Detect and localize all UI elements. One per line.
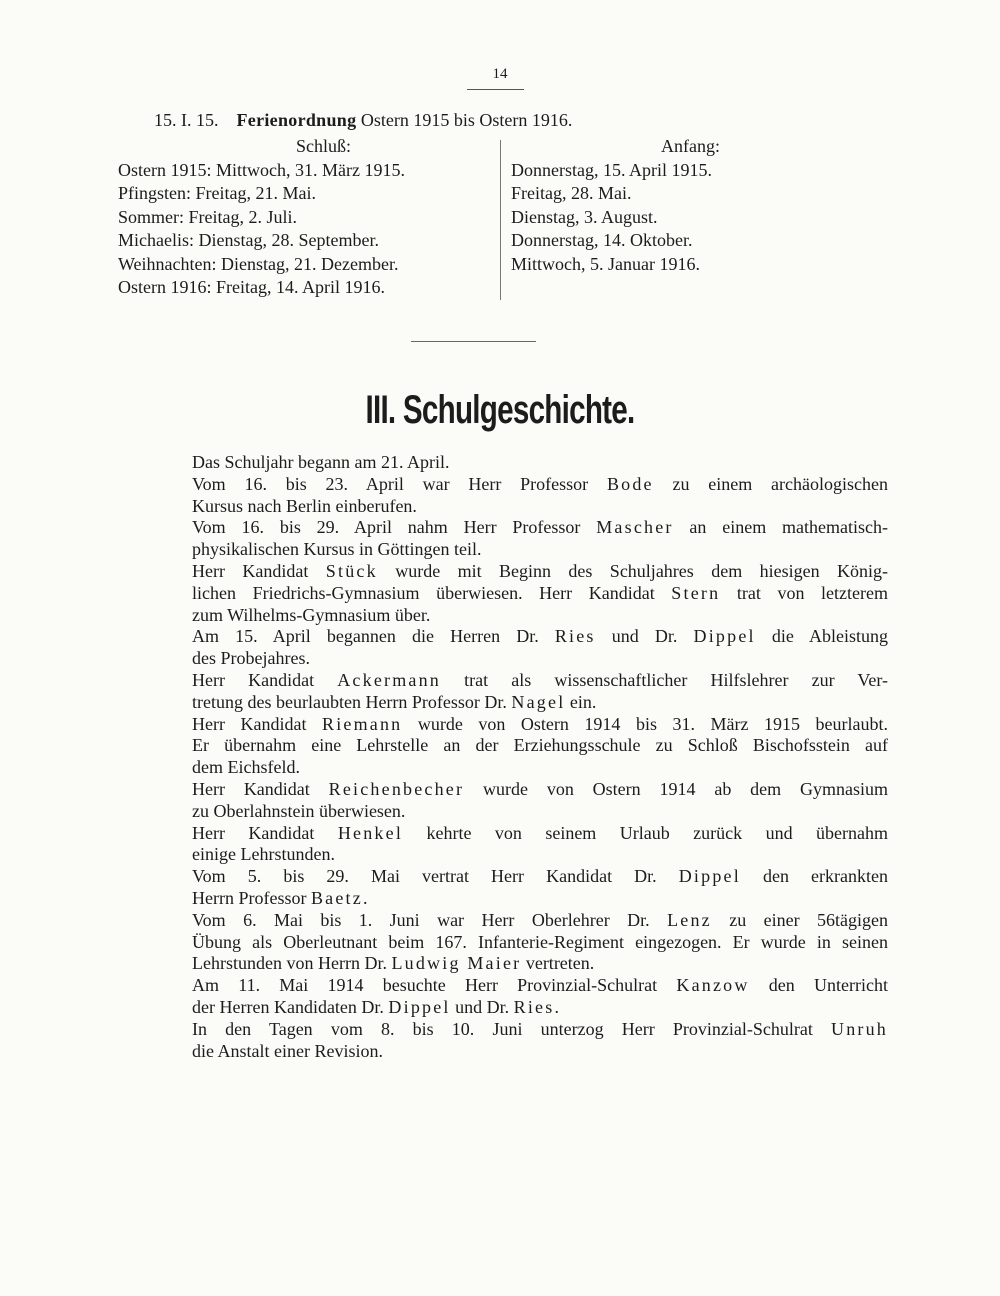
text-run: ein. (565, 691, 597, 712)
history-paragraph (118, 626, 888, 670)
closing-dates-column (118, 135, 488, 300)
schedule-title: Ferienordnung (236, 110, 357, 130)
closing-row: Sommer: Freitag, 2. Juli. (118, 206, 297, 227)
text-run: den Unterricht (749, 975, 888, 996)
spaced-name: Unruh (831, 1018, 888, 1039)
history-line (118, 496, 888, 518)
text-run: Herr Kandidat (192, 822, 338, 843)
text-run: und Dr. (595, 626, 694, 647)
history-paragraph (118, 975, 888, 1019)
history-paragraph (118, 866, 888, 910)
history-line (118, 975, 888, 997)
history-line (118, 605, 888, 627)
spaced-name: Dippel (693, 626, 756, 647)
spaced-name: Nagel (511, 691, 566, 712)
spaced-name: Ackermann (337, 669, 441, 690)
opening-row: Dienstag, 3. August. (511, 206, 658, 227)
text-run: vertreten. (521, 953, 595, 974)
text-run: lichen Friedrichs-Gymnasium überwiesen. Herr Kandidat (192, 582, 672, 603)
schedule-heading (154, 110, 572, 131)
text-run: zu einer 56tägigen (711, 909, 888, 930)
text-run: einige Lehrstunden. (192, 844, 335, 865)
history-line (118, 801, 888, 823)
history-line (118, 474, 888, 496)
history-line (118, 757, 888, 779)
text-run: und Dr. (450, 996, 514, 1017)
spaced-name: Ludwig Maier (391, 953, 522, 974)
text-run: zum Wilhelms-Gymnasium über. (192, 604, 431, 625)
text-run: physikalischen Kursus in Göttingen teil. (192, 539, 482, 560)
closing-row: Weihnachten: Dienstag, 21. Dezember. (118, 253, 399, 274)
history-line (118, 953, 888, 975)
spaced-name: Ries (513, 996, 555, 1017)
text-run: Das Schuljahr begann am 21. April. (192, 452, 450, 472)
text-run: zu einem archäologischen (653, 473, 889, 494)
text-run: Vom 6. Mai bis 1. Juni war Herr Oberlehrer Dr. (192, 909, 668, 930)
history-line (118, 910, 888, 932)
history-line (118, 517, 888, 539)
text-run: Herr Kandidat (192, 560, 326, 581)
opening-row: Donnerstag, 14. Oktober. (511, 230, 693, 250)
history-line (118, 735, 888, 757)
history-line (118, 823, 888, 845)
text-run: dem Eichsfeld. (192, 757, 300, 778)
closing-row: Michaelis: Dienstag, 28. September. (118, 230, 379, 250)
opening-row: Donnerstag, 15. April 1915. (511, 159, 712, 180)
text-run: Er übernahm eine Lehrstelle an der Erziehungsschule zu Schloß Bischofsstein auf (192, 735, 888, 756)
history-paragraph (118, 714, 888, 779)
spaced-name: Henkel (337, 822, 404, 843)
text-run: . (554, 996, 559, 1017)
text-run: den erkrankten (740, 866, 889, 887)
history-line (118, 932, 888, 954)
opening-row: Freitag, 28. Mai. (511, 183, 632, 203)
text-run: an einem mathematisch- (673, 517, 888, 538)
text-run: wurde von Ostern 1914 ab dem Gymnasium (464, 778, 888, 799)
history-line (118, 670, 888, 692)
spaced-name: Bode (606, 473, 654, 494)
history-line (118, 1019, 888, 1041)
history-line (118, 1041, 888, 1063)
page-number: 14 (492, 66, 508, 82)
text-run: Vom 5. bis 29. Mai vertrat Herr Kandidat Dr. (192, 866, 679, 887)
history-line (118, 866, 888, 888)
spaced-name: Riemann (322, 713, 403, 734)
spaced-name: Kanzow (676, 975, 750, 996)
section-divider (411, 341, 536, 342)
spaced-name: Mascher (596, 517, 674, 538)
history-line (118, 539, 888, 561)
spaced-name: Dippel (678, 866, 741, 887)
text-run: Am 15. April begannen die Herren Dr. (192, 626, 555, 647)
history-paragraph (118, 474, 888, 518)
text-run: Herrn Professor (192, 887, 311, 908)
text-run: Vom 16. bis 23. April war Herr Professor (192, 473, 607, 494)
opening-dates-column (511, 135, 791, 276)
history-line (118, 844, 888, 866)
history-line (118, 779, 888, 801)
text-run: Herr Kandidat (192, 669, 338, 690)
closing-row: Ostern 1915: Mittwoch, 31. März 1915. (118, 159, 405, 180)
text-run: kehrte von seinem Urlaub zurück und übernahm (403, 822, 888, 843)
spaced-name: Dippel (388, 996, 451, 1017)
text-run: die Ableistung (755, 626, 888, 647)
history-line (118, 714, 888, 736)
history-line (118, 997, 888, 1019)
text-run: In den Tagen vom 8. bis 10. Juni unterzog Herr Provinzial-Schulrat (192, 1018, 831, 1039)
text-run: Herr Kandidat (192, 713, 322, 734)
spaced-name: Baetz (310, 887, 363, 908)
history-line (118, 648, 888, 670)
text-run: Übung als Oberleutnant beim 167. Infanterie-Regiment eingezogen. Er wurde in seinen (192, 931, 888, 952)
text-run: Herr Kandidat (192, 778, 329, 799)
history-paragraph (118, 779, 888, 823)
history-line (118, 626, 888, 648)
history-paragraph (118, 452, 888, 474)
text-run: . (362, 887, 368, 908)
spaced-name: Stern (671, 582, 721, 603)
text-run: der Herren Kandidaten Dr. (192, 996, 389, 1017)
spaced-name: Reichenbecher (328, 778, 465, 799)
history-paragraph (118, 517, 888, 561)
text-run: wurde mit Beginn des Schuljahres dem hiesigen König- (377, 560, 888, 581)
text-run: des Probejahres. (192, 648, 310, 669)
history-line (118, 452, 888, 474)
text-run: trat von letzterem (720, 582, 888, 603)
opening-row: Mittwoch, 5. Januar 1916. (511, 253, 700, 274)
spaced-name: Stück (325, 560, 378, 581)
text-run: trat als wissenschaftlicher Hilfslehrer zur Ver- (441, 669, 888, 690)
page-number-rule (467, 89, 524, 90)
history-paragraph (118, 561, 888, 626)
history-paragraph (118, 1019, 888, 1063)
schedule-range: Ostern 1915 bis Ostern 1916. (360, 110, 573, 130)
text-run: Am 11. Mai 1914 besuchte Herr Provinzial-Schulrat (192, 975, 677, 996)
opening-header: Anfang: (661, 136, 720, 156)
text-run: Vom 16. bis 29. April nahm Herr Professor (192, 517, 597, 538)
history-line (118, 561, 888, 583)
spaced-name: Lenz (667, 909, 712, 930)
history-line (118, 692, 888, 714)
history-paragraph (118, 670, 888, 714)
history-line (118, 888, 888, 910)
text-run: Kursus nach Berlin einberufen. (192, 495, 417, 516)
text-run: wurde von Ostern 1914 bis 31. März 1915 beurlaubt. (402, 713, 888, 734)
closing-row: Pfingsten: Freitag, 21. Mai. (118, 183, 316, 203)
schedule-date: 15. I. 15. (154, 110, 219, 130)
text-run: Lehrstunden von Herrn Dr. (192, 953, 392, 974)
spaced-name: Ries (554, 626, 596, 647)
section-title: III. Schulgeschichte. (365, 388, 635, 432)
closing-row: Ostern 1916: Freitag, 14. April 1916. (118, 277, 385, 297)
text-run: die Anstalt einer Revision. (192, 1040, 383, 1061)
history-line (118, 583, 888, 605)
text-run: tretung des beurlaubten Herrn Professor Dr. (192, 691, 512, 712)
history-paragraph (118, 910, 888, 975)
school-history-body (118, 452, 888, 1062)
text-run: zu Oberlahnstein überwiesen. (192, 800, 406, 821)
history-paragraph (118, 823, 888, 867)
column-divider (500, 140, 501, 300)
closing-header: Schluß: (296, 136, 352, 156)
